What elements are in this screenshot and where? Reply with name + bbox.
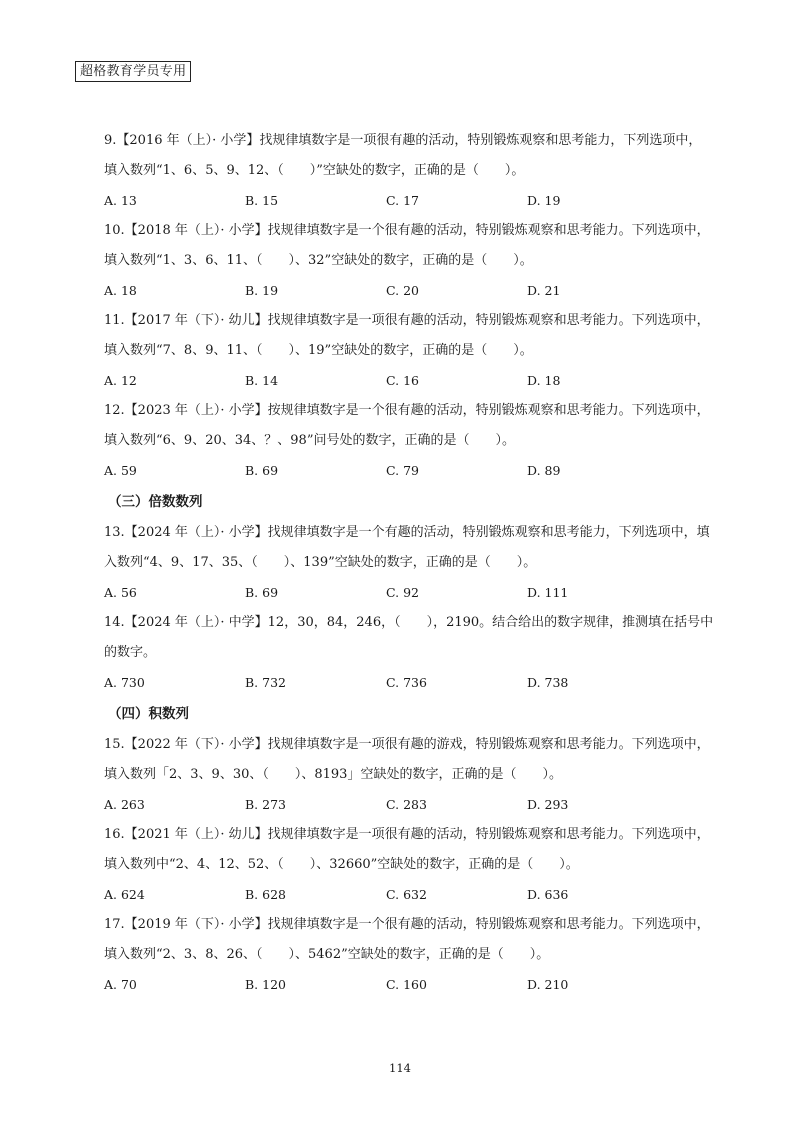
option-b: B. 69 bbox=[245, 463, 279, 478]
question-text-line2: 填入数列“6、9、20、34、？、98”问号处的数字，正确的是（ ）。 bbox=[104, 433, 515, 448]
question-15 bbox=[104, 730, 724, 820]
option-d: D. 89 bbox=[527, 463, 561, 478]
question-text-line1: 11.【2017 年（下）· 幼儿】找规律填数字是一项很有趣的活动，特别锻炼观察和思考能力。下列选项中， bbox=[104, 313, 710, 328]
answer-options bbox=[104, 186, 724, 216]
question-9 bbox=[104, 126, 724, 216]
option-b: B. 19 bbox=[245, 283, 279, 298]
option-a: A. 12 bbox=[104, 373, 137, 388]
option-b: B. 14 bbox=[245, 373, 279, 388]
answer-options bbox=[104, 366, 724, 396]
page-number: 114 bbox=[389, 1061, 411, 1075]
question-13 bbox=[104, 518, 724, 608]
option-d: D. 738 bbox=[527, 675, 569, 690]
question-text-line1: 9.【2016 年（上）· 小学】找规律填数字是一项很有趣的活动，特别锻炼观察和思考能力，下列选项中， bbox=[104, 133, 702, 148]
question-12 bbox=[104, 396, 724, 486]
option-a: A. 18 bbox=[104, 283, 137, 298]
question-content bbox=[104, 126, 724, 1000]
question-text-line1: 13.【2024 年（上）· 小学】找规律填数字是一个有趣的活动，特别锻炼观察和思考能力，下列选项中，填 bbox=[104, 525, 710, 540]
option-c: C. 283 bbox=[386, 797, 427, 812]
answer-options bbox=[104, 880, 724, 910]
answer-options bbox=[104, 790, 724, 820]
question-text-line1: 10.【2018 年（上）· 小学】找规律填数字是一个很有趣的活动，特别锻炼观察和思考能力。下列选项中， bbox=[104, 223, 710, 238]
question-14 bbox=[104, 608, 724, 698]
option-d: D. 18 bbox=[527, 373, 561, 388]
option-a: A. 56 bbox=[104, 585, 137, 600]
answer-options bbox=[104, 668, 724, 698]
option-a: A. 70 bbox=[104, 977, 137, 992]
question-16 bbox=[104, 820, 724, 910]
question-text-line1: 12.【2023 年（上）· 小学】按规律填数字是一个很有趣的活动，特别锻炼观察和思考能力。下列选项中， bbox=[104, 403, 710, 418]
option-d: D. 210 bbox=[527, 977, 569, 992]
option-c: C. 17 bbox=[386, 193, 419, 208]
option-a: A. 59 bbox=[104, 463, 137, 478]
answer-options bbox=[104, 578, 724, 608]
option-c: C. 16 bbox=[386, 373, 419, 388]
question-17 bbox=[104, 910, 724, 1000]
option-a: A. 624 bbox=[104, 887, 145, 902]
question-text-line2: 的数字。 bbox=[104, 645, 157, 660]
question-text-line2: 填入数列“2、3、8、26、（ ）、5462”空缺处的数字，正确的是（ ）。 bbox=[104, 947, 550, 962]
answer-options bbox=[104, 970, 724, 1000]
question-10 bbox=[104, 216, 724, 306]
question-text-line2: 填入数列“1、6、5、9、12、（ ）”空缺处的数字，正确的是（ ）。 bbox=[104, 163, 525, 178]
section-heading-product-sequence: （四）积数列 bbox=[108, 706, 189, 722]
answer-options bbox=[104, 456, 724, 486]
option-b: B. 120 bbox=[245, 977, 286, 992]
question-text-line1: 14.【2024 年（上）· 中学】12，30，84，246，（ ），2190。结合给出的数字规律，推测填在括号中 bbox=[104, 615, 714, 630]
option-d: D. 21 bbox=[527, 283, 561, 298]
option-d: D. 636 bbox=[527, 887, 569, 902]
option-b: B. 273 bbox=[245, 797, 286, 812]
question-11 bbox=[104, 306, 724, 396]
option-a: A. 13 bbox=[104, 193, 137, 208]
option-c: C. 92 bbox=[386, 585, 419, 600]
header-tag: 超格教育学员专用 bbox=[75, 61, 191, 82]
question-text-line2: 填入数列中“2、4、12、52、（ ）、32660”空缺处的数字，正确的是（ ）。 bbox=[104, 857, 579, 872]
option-c: C. 632 bbox=[386, 887, 427, 902]
question-text-line1: 16.【2021 年（上）· 幼儿】找规律填数字是一项很有趣的活动，特别锻炼观察和思考能力。下列选项中， bbox=[104, 827, 710, 842]
option-b: B. 732 bbox=[245, 675, 286, 690]
option-c: C. 736 bbox=[386, 675, 427, 690]
option-b: B. 69 bbox=[245, 585, 279, 600]
option-b: B. 628 bbox=[245, 887, 286, 902]
question-text-line2: 填入数列「2、3、9、30、（ ）、8193」空缺处的数字，正确的是（ ）。 bbox=[104, 767, 562, 782]
option-b: B. 15 bbox=[245, 193, 279, 208]
question-text-line2: 填入数列“1、3、6、11、（ ）、32”空缺处的数字，正确的是（ ）。 bbox=[104, 253, 533, 268]
question-text-line2: 填入数列“7、8、9、11、（ ）、19”空缺处的数字，正确的是（ ）。 bbox=[104, 343, 533, 358]
option-c: C. 79 bbox=[386, 463, 419, 478]
option-a: A. 263 bbox=[104, 797, 145, 812]
option-d: D. 111 bbox=[527, 585, 569, 600]
option-a: A. 730 bbox=[104, 675, 145, 690]
option-c: C. 160 bbox=[386, 977, 427, 992]
option-c: C. 20 bbox=[386, 283, 419, 298]
question-text-line1: 15.【2022 年（下）· 小学】找规律填数字是一项很有趣的游戏，特别锻炼观察和思考能力。下列选项中， bbox=[104, 737, 710, 752]
question-text-line1: 17.【2019 年（下）· 小学】找规律填数字是一个很有趣的活动，特别锻炼观察和思考能力。下列选项中， bbox=[104, 917, 710, 932]
section-heading-multiple-sequence: （三）倍数数列 bbox=[108, 494, 203, 510]
question-text-line2: 入数列“4、9、17、35、（ ）、139”空缺处的数字，正确的是（ ）。 bbox=[104, 555, 537, 570]
option-d: D. 19 bbox=[527, 193, 561, 208]
option-d: D. 293 bbox=[527, 797, 569, 812]
answer-options bbox=[104, 276, 724, 306]
